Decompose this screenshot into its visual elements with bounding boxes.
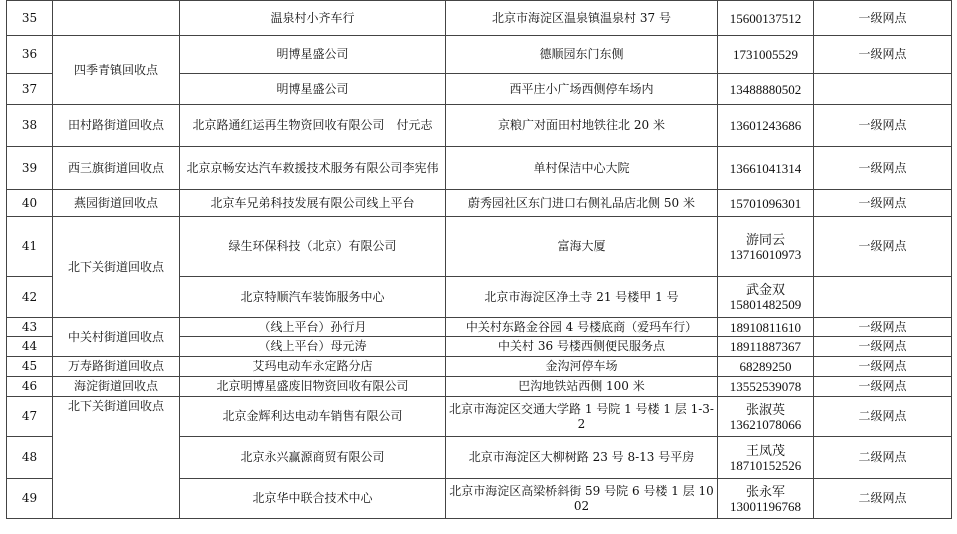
company-cell: （线上平台）母元涛 bbox=[180, 337, 446, 357]
row-number: 46 bbox=[7, 377, 53, 397]
phone-cell: 18910811610 bbox=[718, 318, 814, 337]
level-cell: 一级网点 bbox=[814, 377, 952, 397]
district-cell: 四季青镇回收点 bbox=[53, 36, 180, 105]
company-cell: 北京金辉利达电动车销售有限公司 bbox=[180, 397, 446, 437]
address-cell: 蔚秀园社区东门进口右侧礼品店北侧 50 米 bbox=[446, 190, 718, 217]
district-cell: 田村路街道回收点 bbox=[53, 105, 180, 147]
address-cell: 中关村东路金谷园 4 号楼底商（爱玛车行） bbox=[446, 318, 718, 337]
phone-cell: 15701096301 bbox=[718, 190, 814, 217]
level-cell: 二级网点 bbox=[814, 397, 952, 437]
company-cell: 明博星盛公司 bbox=[180, 74, 446, 105]
company-cell: 明博星盛公司 bbox=[180, 36, 446, 74]
address-cell: 中关村 36 号楼西侧便民服务点 bbox=[446, 337, 718, 357]
table-row bbox=[7, 36, 952, 74]
phone-cell: 13488880502 bbox=[718, 74, 814, 105]
phone-number: 18710152526 bbox=[729, 457, 802, 473]
level-cell: 二级网点 bbox=[814, 479, 952, 519]
company-cell: 北京路通红运再生物资回收有限公司 付元志 bbox=[180, 105, 446, 147]
level-cell: 一级网点 bbox=[814, 36, 952, 74]
company-cell: 艾玛电动车永定路分店 bbox=[180, 357, 446, 377]
row-number: 44 bbox=[7, 337, 53, 357]
address-cell: 北京市海淀区交通大学路 1 号院 1 号楼 1 层 1-3-2 bbox=[446, 397, 718, 437]
row-number: 38 bbox=[7, 105, 53, 147]
company-cell: 北京特顺汽车装饰服务中心 bbox=[180, 277, 446, 318]
contact-name: 张淑英 bbox=[745, 401, 785, 417]
address-cell: 德顺园东门东侧 bbox=[446, 36, 718, 74]
level-cell: 一级网点 bbox=[814, 337, 952, 357]
contact-phone-cell bbox=[718, 479, 814, 519]
level-cell: 一级网点 bbox=[814, 190, 952, 217]
district-cell: 北下关街道回收点 bbox=[53, 397, 180, 519]
level-cell bbox=[814, 74, 952, 105]
phone-cell: 15600137512 bbox=[718, 1, 814, 36]
address-cell: 巴沟地铁站西侧 100 米 bbox=[446, 377, 718, 397]
level-cell: 一级网点 bbox=[814, 147, 952, 190]
company-cell: 温泉村小齐车行 bbox=[180, 1, 446, 36]
contact-name: 张永军 bbox=[745, 483, 785, 499]
phone-cell: 13601243686 bbox=[718, 105, 814, 147]
contact-phone-cell bbox=[718, 437, 814, 479]
address-cell: 北京市海淀区大柳树路 23 号 8-13 号平房 bbox=[446, 437, 718, 479]
address-cell: 北京市海淀区高梁桥斜街 59 号院 6 号楼 1 层 1002 bbox=[446, 479, 718, 519]
contact-name: 王凤茂 bbox=[745, 442, 785, 458]
district-cell: 西三旗街道回收点 bbox=[53, 147, 180, 190]
table-row bbox=[7, 105, 952, 147]
level-cell: 一级网点 bbox=[814, 357, 952, 377]
contact-name: 武金双 bbox=[745, 282, 785, 297]
company-cell: 北京永兴赢源商贸有限公司 bbox=[180, 437, 446, 479]
contact-phone-cell bbox=[718, 217, 814, 277]
row-number: 41 bbox=[7, 217, 53, 277]
table-row bbox=[7, 1, 952, 36]
phone-cell: 68289250 bbox=[718, 357, 814, 377]
address-cell: 北京市海淀区净土寺 21 号楼甲 1 号 bbox=[446, 277, 718, 318]
row-number: 39 bbox=[7, 147, 53, 190]
level-cell: 一级网点 bbox=[814, 318, 952, 337]
company-cell: 北京车兄弟科技发展有限公司线上平台 bbox=[180, 190, 446, 217]
company-cell: 北京华中联合技术中心 bbox=[180, 479, 446, 519]
row-number: 35 bbox=[7, 1, 53, 36]
district-cell: 中关村街道回收点 bbox=[53, 318, 180, 357]
phone-cell: 13552539078 bbox=[718, 377, 814, 397]
table-row bbox=[7, 318, 952, 337]
recycling-points-table bbox=[6, 0, 952, 519]
level-cell: 一级网点 bbox=[814, 217, 952, 277]
row-number: 37 bbox=[7, 74, 53, 105]
row-number: 43 bbox=[7, 318, 53, 337]
contact-phone-cell bbox=[718, 277, 814, 318]
phone-cell: 1731005529 bbox=[718, 36, 814, 74]
district-cell: 北下关街道回收点 bbox=[53, 217, 180, 318]
phone-cell: 13661041314 bbox=[718, 147, 814, 190]
district-cell bbox=[53, 1, 180, 36]
phone-number: 15801482509 bbox=[729, 297, 802, 312]
company-cell: 北京京畅安达汽车救援技术服务有限公司李宪伟 bbox=[180, 147, 446, 190]
address-cell: 单村保洁中心大院 bbox=[446, 147, 718, 190]
table-row bbox=[7, 357, 952, 377]
company-cell: 绿生环保科技（北京）有限公司 bbox=[180, 217, 446, 277]
level-cell: 一级网点 bbox=[814, 1, 952, 36]
level-cell bbox=[814, 277, 952, 318]
table-row bbox=[7, 217, 952, 277]
recycling-points-table-wrapper bbox=[6, 0, 951, 534]
row-number: 45 bbox=[7, 357, 53, 377]
address-cell: 富海大厦 bbox=[446, 217, 718, 277]
district-cell: 燕园街道回收点 bbox=[53, 190, 180, 217]
row-number: 47 bbox=[7, 397, 53, 437]
level-cell: 二级网点 bbox=[814, 437, 952, 479]
table-row bbox=[7, 377, 952, 397]
address-cell: 京粮广对面田村地铁往北 20 米 bbox=[446, 105, 718, 147]
level-cell: 一级网点 bbox=[814, 105, 952, 147]
district-cell: 万寿路街道回收点 bbox=[53, 357, 180, 377]
row-number: 42 bbox=[7, 277, 53, 318]
table-row bbox=[7, 397, 952, 437]
phone-number: 13621078066 bbox=[729, 416, 802, 432]
table-row bbox=[7, 147, 952, 190]
phone-number: 13001196768 bbox=[729, 498, 802, 514]
phone-cell: 18911887367 bbox=[718, 337, 814, 357]
contact-name: 游同云 bbox=[745, 231, 785, 247]
contact-phone-cell bbox=[718, 397, 814, 437]
address-cell: 西平庄小广场西侧停车场内 bbox=[446, 74, 718, 105]
district-cell: 海淀街道回收点 bbox=[53, 377, 180, 397]
row-number: 49 bbox=[7, 479, 53, 519]
address-cell: 北京市海淀区温泉镇温泉村 37 号 bbox=[446, 1, 718, 36]
phone-number: 13716010973 bbox=[729, 246, 802, 262]
table-row bbox=[7, 190, 952, 217]
address-cell: 金沟河停车场 bbox=[446, 357, 718, 377]
company-cell: （线上平台）孙行月 bbox=[180, 318, 446, 337]
row-number: 40 bbox=[7, 190, 53, 217]
row-number: 36 bbox=[7, 36, 53, 74]
row-number: 48 bbox=[7, 437, 53, 479]
company-cell: 北京明博星盛废旧物资回收有限公司 bbox=[180, 377, 446, 397]
